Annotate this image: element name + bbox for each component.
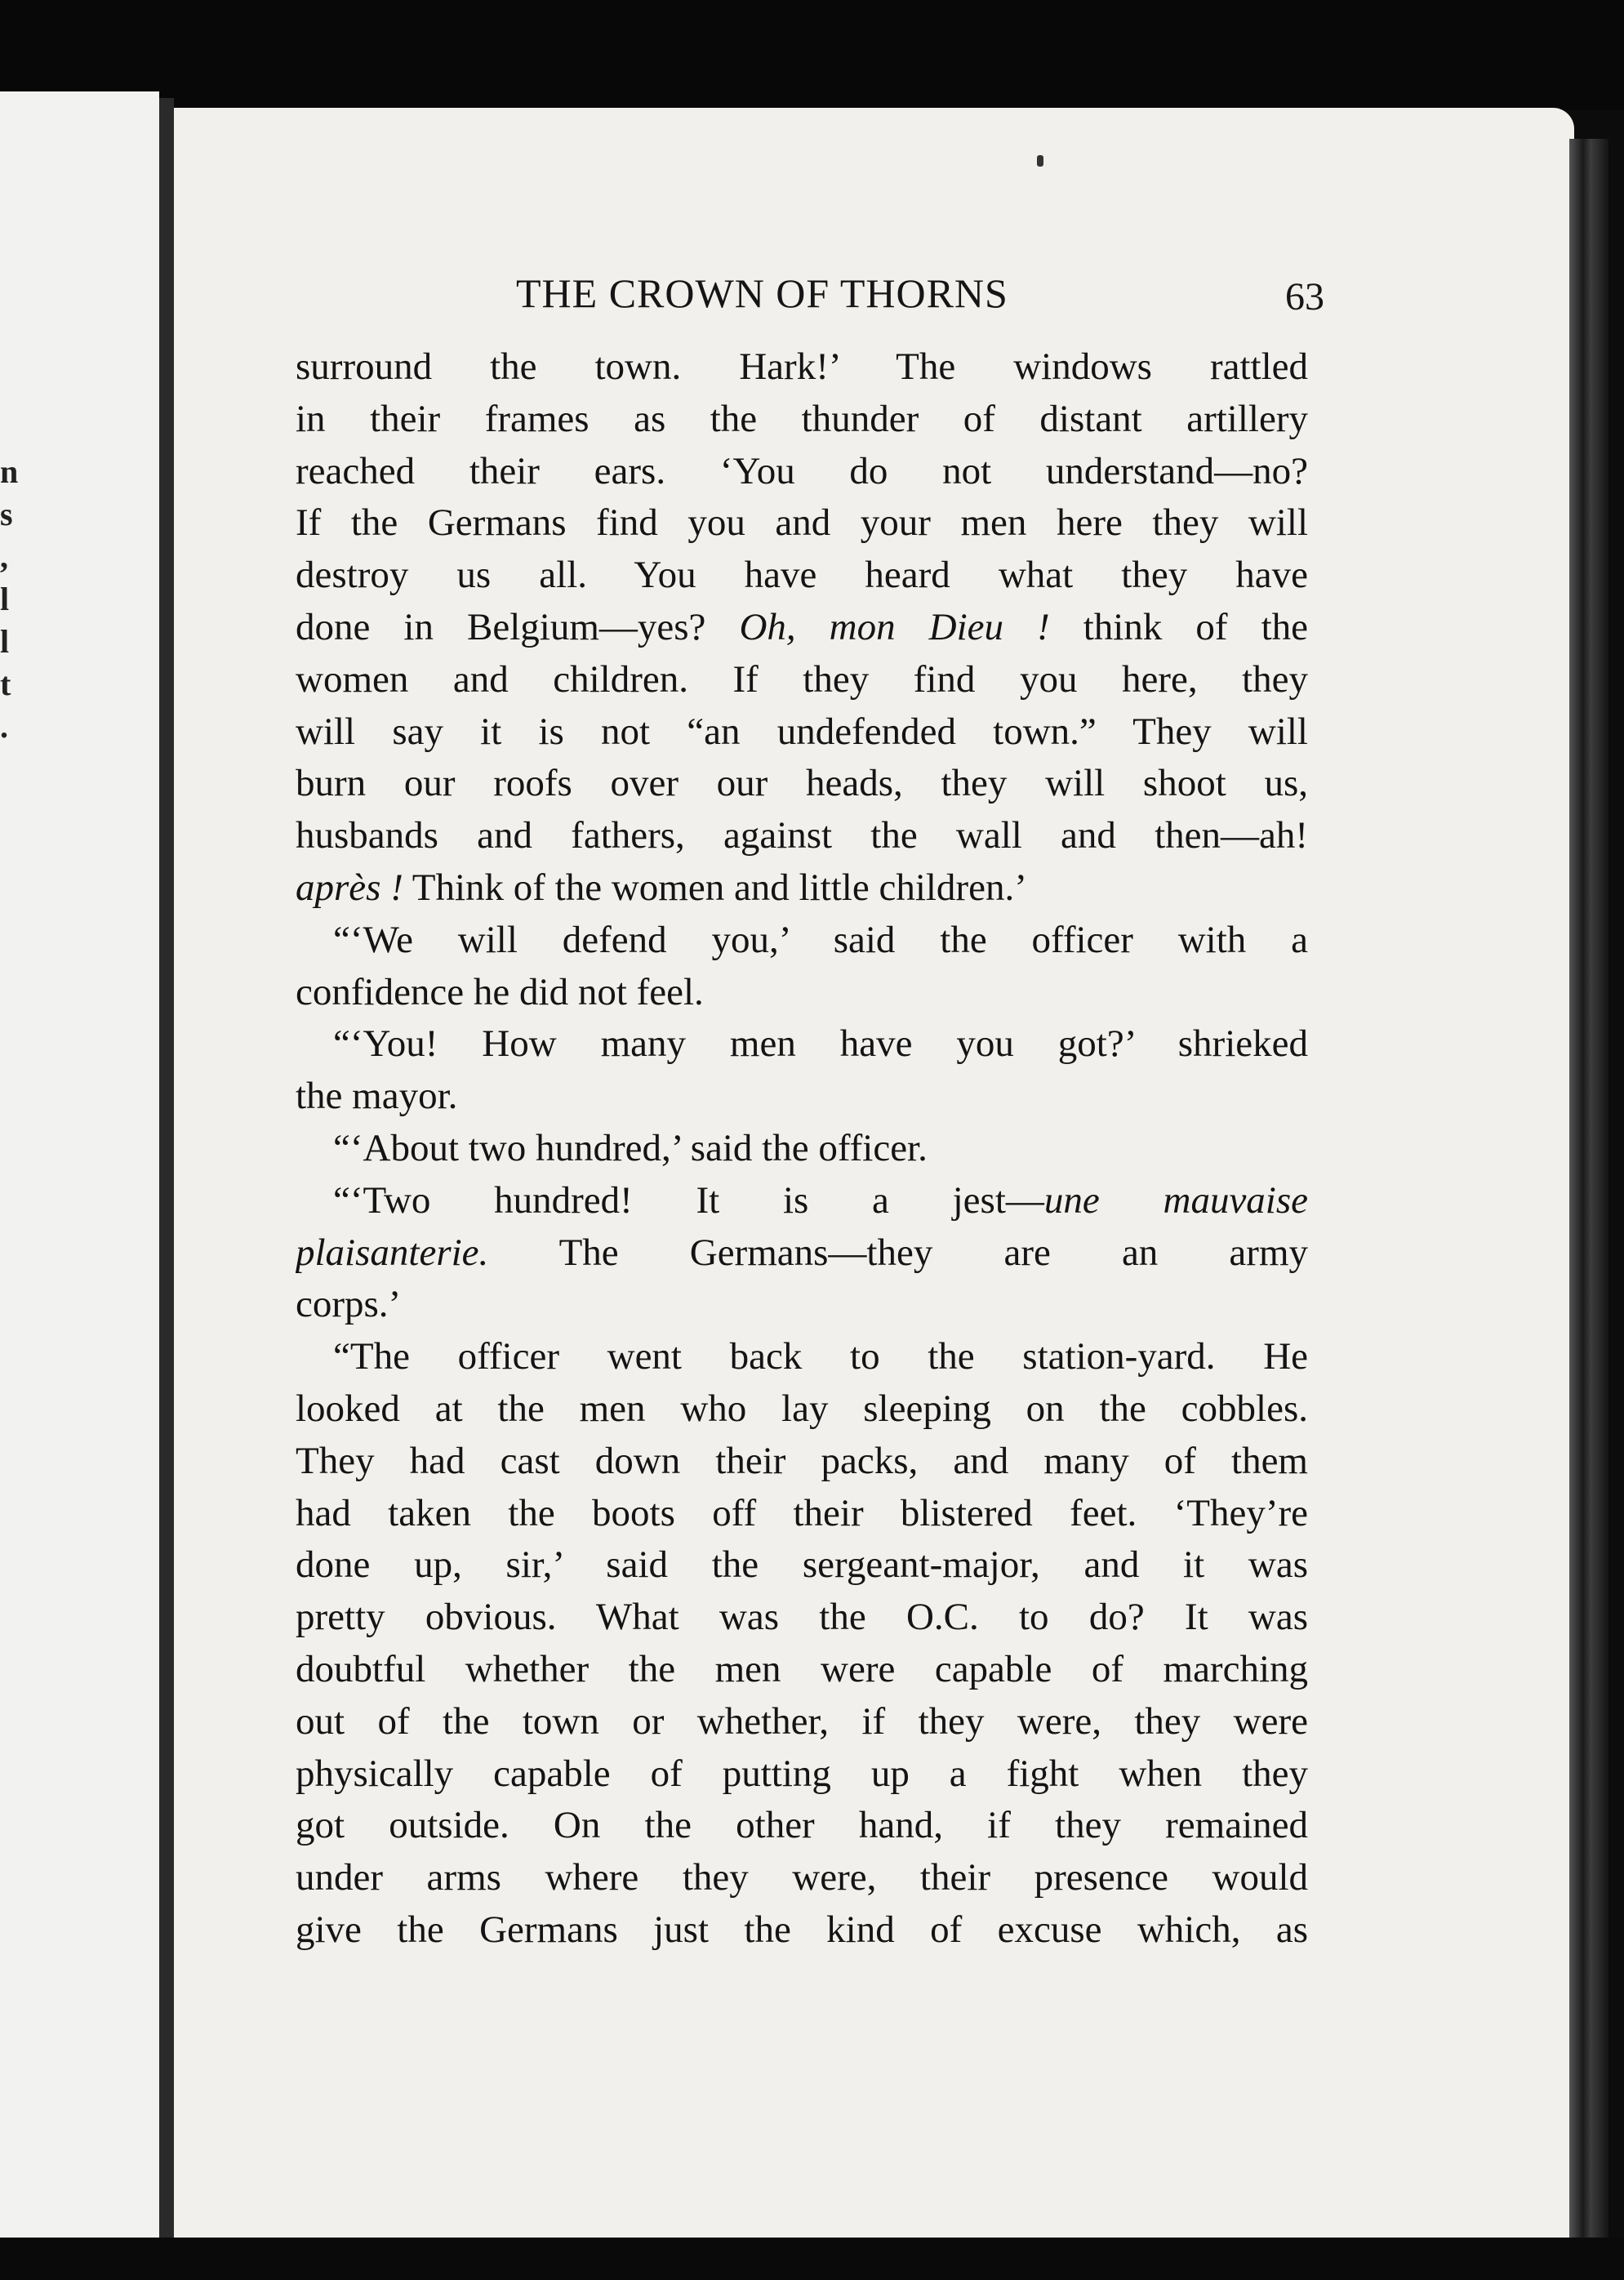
running-head-title: THE CROWN OF THORNS [516,270,1008,316]
text-run: reached their ears. ‘You do not understand—no? [296,449,1308,492]
text-line [296,1539,1308,1592]
text-run: the mayor. [296,1075,458,1118]
text-run: They had cast down their packs, and many of them [296,1439,1308,1482]
text-run: “‘You! How many men have you got?’ shrieked [333,1022,1308,1066]
text-run: done in Belgium—yes? [296,605,740,648]
text-run: destroy us all. You have heard what they have [296,554,1308,597]
ink-speck [1037,155,1043,167]
text-run: husbands and fathers, against the wall and then—ah! [296,814,1308,857]
text-line [296,1644,1308,1696]
page-number: 63 [1285,275,1324,318]
text-line [296,915,1308,967]
facing-page-edge-char: t [0,666,11,702]
text-line [296,1383,1308,1436]
text-line [296,550,1308,602]
text-run: in their frames as the thunder of distant artillery [296,397,1308,440]
text-line [296,1436,1308,1488]
running-head [296,269,1324,320]
text-run: will say it is not “an undefended town.” They will [296,710,1308,753]
text-run: give the Germans just the kind of excuse which, as [296,1908,1308,1951]
text-line [296,1800,1308,1852]
text-run: think of the [1049,605,1308,648]
text-run: corps.’ [296,1283,402,1326]
text-run: confidence he did not feel. [296,970,704,1013]
facing-page-edge-char: s [0,496,13,532]
text-line [296,1279,1308,1331]
text-run: women and children. If they find you here, they [296,657,1308,701]
text-line [296,654,1308,706]
text-line [296,967,1308,1019]
text-run: “‘Two hundred! It is a jest— [333,1178,1044,1222]
text-line [296,1592,1308,1644]
facing-page-edge-char: l [0,623,10,660]
text-run: under arms where they were, their presence would [296,1856,1308,1899]
text-line [296,758,1308,810]
italic-text: plaisanterie. [296,1231,489,1274]
text-line [296,1123,1308,1175]
text-line [296,706,1308,759]
facing-page-edge-char: . [0,708,8,745]
facing-page [0,91,159,2247]
facing-page-edge-char: , [0,538,8,575]
text-line [296,1331,1308,1383]
text-run: looked at the men who lay sleeping on the cobbles. [296,1387,1308,1430]
text-line [296,602,1308,654]
text-line [296,1696,1308,1748]
text-line [296,497,1308,550]
page-block-edge [1569,139,1608,2238]
text-run: had taken the boots off their blistered feet. ‘They’re [296,1491,1308,1534]
text-line [296,1488,1308,1540]
text-run: doubtful whether the men were capable of marching [296,1647,1308,1690]
text-run: “The officer went back to the station-yard. He [333,1335,1308,1378]
text-line [296,862,1308,915]
text-line [296,341,1308,394]
text-run: surround the town. Hark!’ The windows rattled [296,345,1308,388]
text-run: burn our roofs over our heads, they will shoot us, [296,762,1308,805]
facing-page-edge-char: n [0,453,19,490]
text-line [296,1018,1308,1071]
scan-background-top [0,0,1624,110]
scan-background-bottom [0,2238,1624,2280]
text-run: pretty obvious. What was the O.C. to do? It was [296,1596,1308,1639]
text-line [296,810,1308,862]
italic-text: Oh, mon Dieu ! [739,605,1050,648]
text-run: out of the town or whether, if they were, they were [296,1699,1308,1743]
text-run: got outside. On the other hand, if they remained [296,1804,1308,1847]
text-run: If the Germans find you and your men here they will [296,501,1308,545]
body-text [296,341,1308,1957]
book-gutter [159,98,174,2246]
italic-text: une mauvaise [1043,1178,1308,1222]
text-line [296,394,1308,446]
text-line [296,1175,1308,1227]
text-line [296,1904,1308,1957]
facing-page-edge-text [0,451,33,748]
text-run: Think of the women and little children.’ [403,866,1027,909]
text-line [296,1227,1308,1280]
text-line [296,446,1308,498]
text-run: The Germans—they are an army [488,1231,1308,1274]
text-line [296,1852,1308,1904]
text-line [296,1748,1308,1801]
text-line [296,1071,1308,1123]
text-run: physically capable of putting up a fight when they [296,1752,1308,1795]
facing-page-edge-char: l [0,581,10,617]
text-run: “‘We will defend you,’ said the officer with a [333,918,1308,961]
text-run: “‘About two hundred,’ said the officer. [333,1126,928,1169]
text-run: done up, sir,’ said the sergeant-major, and it was [296,1543,1308,1587]
italic-text: après ! [296,866,403,909]
